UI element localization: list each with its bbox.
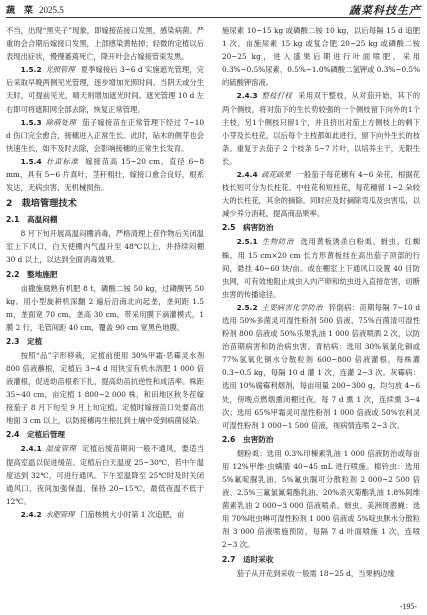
left-column [6,24,204,521]
subsection-heading: 2.7 适时采收 [222,554,274,564]
section-heading: 2 栽培管理技术 [6,198,77,210]
paragraph-text: 茄子嫁接苗在正常管理下经过 7~10 d 伤口完全愈合，接穗进入正常生长。此时，砧木的侧芽也会快速生长，如不及时去除，会影响接穗的正常生长发育。 [6,117,204,153]
subsection-heading: 2.2 整地施肥 [6,269,58,279]
paragraph-title: 生物防治 [261,237,295,247]
subsection-heading: 2.1 高温闷棚 [6,215,58,225]
body-paragraph: 施尿素 10~15 kg 或磷酸二铵 10 kg，以后每隔 15 d 追肥 1 次，亩施尿素 15 kg 或复合肥 20~25 kg 或磷酸二铵 20~25 kg，进入盛果后期进行叶面喷肥，采用 0.3%~0.5%尿素、0.5%~1.0%磷酸二氢钾或 0.3%~0.5%的硫酸钾溶液。 [222,26,420,88]
paragraph-title: 温度管理 [45,444,77,454]
paragraph-number: 1.5.2 [20,65,42,75]
paragraph-title: 水肥管理 [45,509,75,519]
paragraph-text: 采用双干整枝，从对茄开始，其下的两个侧枝，将对茄下的生长势较强的一个侧枝留下向外的1个主枝，另1个侧枝只留1个，并且挤出对茄上方侧枝上的剩下小芽及长柱花，以后每个主枝都如此进行，留下向外生长的枝条。重复于去茄子 2 个枝条 5~7 片叶，以培养主干，无限生长。 [222,91,421,166]
paragraph-title: 疏花疏果 [261,170,291,180]
numbered-paragraph [6,508,204,521]
paragraph-text: 嫁接苗高 15~20 cm，直径 6~8 mm，具有 5~6 片真叶，茎秆粗壮，嫁接口愈合良好，根系发达，无病虫害，无机械损伤。 [6,156,205,193]
paragraph-number: 2.5.2 [236,302,258,312]
right-column [222,24,420,580]
header-rule [6,17,421,18]
paragraph-number: 2.4.4 [236,170,258,180]
paragraph-text: 夏季嫁接后 3~6 d 实施遮光管理，完后采取早晚两侧见光管理，逐步增加光照时间。当阴天或分生天时，可提前见光，晴天则增加遮光时间。遮光管理 10 d 左右即可将遮阳网全部去除，恢复正常管理。 [6,65,204,114]
numbered-paragraph [222,235,420,300]
paragraph-number: 2.4.1 [20,444,42,454]
body-paragraph: 按照“品”字形移栽，定植前使用 30%甲霜·恶霉灵水剂 800 倍液蘸根，定植后 3~4 d 用快宝有机水溶肥 1 000 倍液灌根，促进幼苗根系下扎，提高幼苗抗逆性和成活率。株距 35~40 cm，亩定植 1 800~2 000 株，和田地区秋冬茬嫁接茄子 8 月下旬至 9 月上旬定植。定植时嫁接苗口处要高出地面 3 cm 以上，以防接穗再生根扎到土壤中受到病菌侵染。 [6,350,204,426]
page-header [0,0,427,20]
subsection-heading: 2.3 定植 [6,336,43,346]
journal-section-label [6,3,64,16]
paragraph-title: 整枝打杈 [261,91,293,101]
numbered-paragraph [6,155,204,194]
numbered-paragraph [6,442,204,507]
body-paragraph: 亩撒施腐熟有机肥 8 t，磷酸二铵 50 kg，过磷酸钙 50 kg。用小型旋耕机深翻 2 遍后沿南北向起垄，垄间距 1.5 m，垄面宽 70 cm，垄高 30 cm，带采用膜下滴灌模式，1 膜 2 行，毛管间距 40 cm，覆盖 90 cm 宽黑色地膜。 [6,283,204,332]
subsection-heading: 2.6 虫害防治 [222,434,274,444]
paragraph-text: 定植后缓苗期间一般不通风，要适当提高室温以促进缓苗。定植后白天温度 25~30℃，若中午温度达到 32℃，可进行通风。下午室温降至 25℃时及时关闭通风口，夜间加强保温，保持 20~15℃，最低夜温不低于 12℃。 [6,444,205,506]
paragraph-number: 1.5.4 [20,156,42,166]
subsection-heading: 2.5 病害防治 [222,223,274,233]
paragraph-number: 2.4.3 [236,91,258,101]
issue-year: 2025.5 [39,5,64,15]
body-paragraph: 不当，出现“黑夹子”现象，即嫁接苗接口发黑，感染病菌。严重的会合期后嫁接口发黑，上部感染黄枯掉；轻微的定植以后表现出症状，慢慢萎蔫死亡，降开叶会占嫁接管束发黑。 [6,26,204,62]
subsection-heading: 2.4 定植后管理 [6,430,66,440]
journal-title: 蔬菜科技生产 [349,4,421,17]
numbered-paragraph [222,89,420,168]
paragraph-number: 2.5.1 [236,237,258,247]
paragraph-text: 猝倒病：苗期每隔 7~10 d 选用 50%多菌灵可湿性粉剂 500 倍液、75%百菌清可湿性粉剂 800 倍液或 50%乐果乳油 1 000 倍液喷洒 2 次，以防治苗期病害和防治病虫害。青枯病：选用 30%氧氯化铜或 77%氢氧化铜水分散粒剂 600~800 倍液灌根，每株灌 0.3~0.5 kg，每隔 10 d 灌 1 次，连灌 2~3 次。灰霉病：选用 10%腐霉利烟剂，每亩用量 200~300 g，均匀放 4~6 处，傍晚点燃烟熏闭棚过夜，每 7 d 熏 1 次，连续熏 3~4 次；选用 65%甲霜灵可湿性粉剂 1 000 倍液或 50%农利灵可湿性粉剂 1 000~1 500 倍液，视病情连喷 2~3 次。 [222,302,420,430]
body-paragraph: 烟粉虱：选用 0.3%印楝素乳油 1 000 倍液防治或每亩用 12%甲维·虫螨腈 40~45 mL 进行喷施。棉铃虫：选用 5%氟啶脲乳油、5%氟虫脲可分散粒剂 2 000~2 500 倍液、2.5%三氟氯氰菊酯乳油、20%杀灭菊酯乳油 1.8%阿维菌素乳油 2 000~3 000 倍液喷杀。蚜虫、美洲斑潜蝇：选用 70%吡虫啉可湿性粉剂 1 000 倍液或 5%啶虫脒水分散粒剂 3 000 倍液喷施预防，每隔 7 d 叶面喷施 1 次，连喷 2~3 次。 [222,448,420,550]
paragraph-number: 2.4.2 [20,509,42,519]
numbered-paragraph [6,116,204,155]
paragraph-text: 一般茄子每花穗有 4~6 朵花，根据花枝长短可分为长柱花、中柱花和短柱花，每花穗留 1~2 朵较大的长柱花，其余的摘除。同时应及时摘除弯瓜及虫害瓜，以减少养分消耗，提高商品果率。 [222,170,421,219]
numbered-paragraph [222,168,420,220]
numbered-paragraph [222,301,420,432]
paragraph-number: 1.5.3 [20,117,42,127]
body-paragraph: 8 月下旬开展高温闷棚消毒，严格清理上茬作物后关闭温室上下风口，白天使棚内气温升至 48℃以上，并持续闷棚 30 d 以上，以达到全面消毒效果。 [6,229,204,265]
paragraph-text: 选用黄板诱杀白粉虱、蚜虫、红蜘蛛。用 15 cm×20 cm 长方形黄板挂在高出茄子顶部的行间，悬挂 40~60 块/亩。或在棚室上下通风口设置 40 目防虫网，可有效地阻止成虫入内产卵和幼虫进入直接危害，切断虫害的传播途径。 [222,237,421,299]
paragraph-title: 主要病害化学防治 [261,302,323,312]
paragraph-text: 门茄核桃大小时第 1 次追肥，亩 [80,509,185,519]
body-paragraph: 茄子从开花到采收一般需 18~25 d，当果柄边缘 [236,568,395,578]
section-name: 蔬 菜 [6,6,34,16]
paragraph-title: 壮苗标准 [45,156,79,166]
page-number: -195- [399,602,417,611]
paragraph-title: 除萌处理 [45,117,77,127]
paragraph-title: 光照管理 [45,65,75,75]
numbered-paragraph [6,63,204,115]
